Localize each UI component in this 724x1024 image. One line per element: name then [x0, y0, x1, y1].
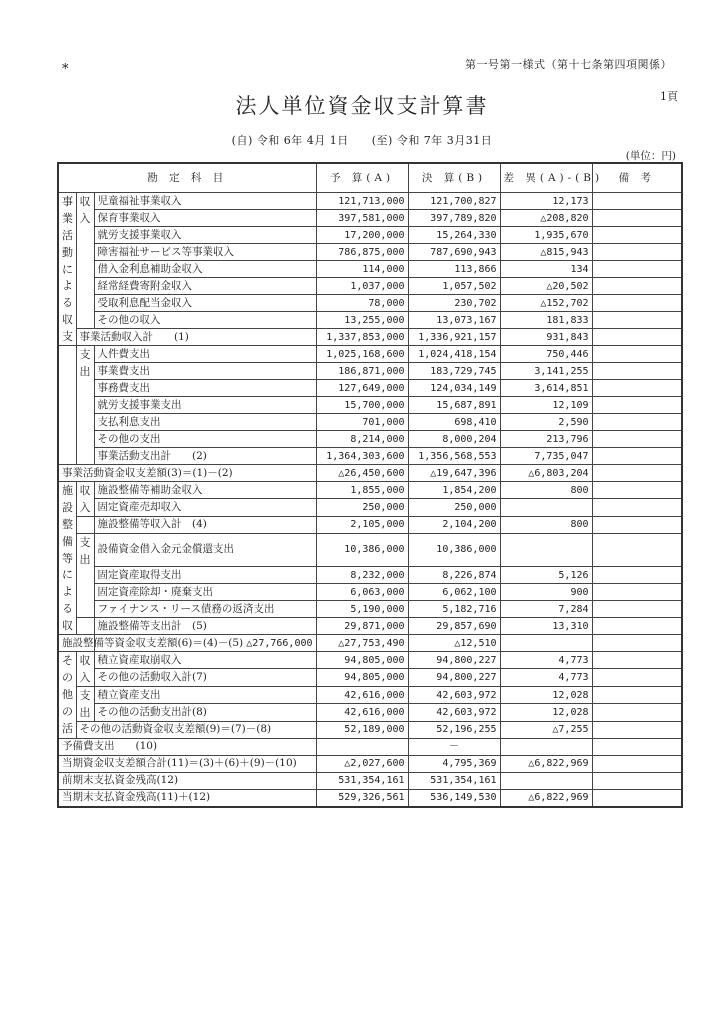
section-char: 備 — [62, 534, 73, 548]
diff-value — [500, 499, 592, 516]
actual-value: 8,226,874 — [408, 567, 500, 584]
diff-value: 7,735,047 — [500, 448, 592, 465]
diff-value: 12,173 — [500, 193, 592, 210]
subsection-income — [76, 652, 94, 687]
actual-value: 52,196,255 — [408, 721, 500, 738]
item-name: 事務費支出 — [94, 380, 316, 397]
section-char: に — [62, 262, 73, 276]
header-remarks: 備 考 — [592, 163, 682, 193]
item-name: 固定資産除却・廃棄支出 — [94, 584, 316, 601]
actual-value: 2,104,200 — [408, 516, 500, 533]
remarks-value — [592, 261, 682, 278]
actual-value: 698,410 — [408, 414, 500, 431]
remarks-value — [592, 584, 682, 601]
actual-value: 121,700,827 — [408, 193, 500, 210]
diff-value: △6,822,969 — [500, 755, 592, 772]
diff-value — [500, 533, 592, 566]
item-name: その他の活動収入計(7) — [94, 669, 316, 686]
diff-value: 3,614,851 — [500, 380, 592, 397]
diff-value: 181,833 — [500, 312, 592, 329]
section-char: 支 — [79, 348, 91, 362]
diff-value: △7,255 — [500, 721, 592, 738]
budget-value: 529,326,561 — [316, 789, 408, 807]
section-char: の — [62, 704, 73, 718]
diff-value: 134 — [500, 261, 592, 278]
actual-value: 29,857,690 — [408, 618, 500, 635]
actual-value: 1,336,921,157 — [408, 329, 500, 346]
budget-value: 6,063,000 — [316, 584, 408, 601]
section-char: 収 — [62, 313, 73, 327]
section-char: る — [62, 296, 73, 310]
section-char: 事 — [62, 195, 73, 208]
header-budget: 予 算(A) — [316, 163, 408, 193]
subtotal-row — [58, 618, 682, 635]
subsection-expense — [76, 346, 94, 465]
balance-row — [58, 721, 682, 738]
actual-value: 10,386,000 — [408, 533, 500, 566]
remarks-value — [592, 397, 682, 414]
actual-value: 42,603,972 — [408, 704, 500, 721]
budget-value: 10,386,000 — [316, 533, 408, 566]
table-row — [58, 278, 682, 295]
header-actual: 決 算(B) — [408, 163, 500, 193]
document-title: 法人単位資金収支計算書 — [235, 94, 489, 118]
actual-value: 5,182,716 — [408, 601, 500, 618]
balance-row — [58, 465, 682, 482]
table-row — [58, 210, 682, 227]
section-char: 活 — [62, 228, 73, 242]
budget-value: 1,364,303,600 — [316, 448, 408, 465]
remarks-value — [592, 738, 682, 755]
table-row — [58, 652, 682, 669]
actual-value: 4,795,369 — [408, 755, 500, 772]
actual-value: 42,603,972 — [408, 686, 500, 703]
asterisk-mark: * — [62, 62, 69, 77]
actual-value: － — [408, 738, 500, 755]
remarks-value — [592, 431, 682, 448]
item-name: 固定資産取得支出 — [94, 567, 316, 584]
section-business — [58, 193, 76, 346]
item-name: 障害福祉サービス等事業収入 — [94, 244, 316, 261]
diff-value: △208,820 — [500, 210, 592, 227]
budget-value: 94,805,000 — [316, 652, 408, 669]
budget-value: 121,713,000 — [316, 193, 408, 210]
item-name: 予備費支出 (10) — [58, 738, 316, 755]
remarks-value — [592, 721, 682, 738]
section-char: 入 — [79, 500, 91, 514]
table-row — [58, 346, 682, 363]
actual-value: 397,789,820 — [408, 210, 500, 227]
form-label: 第一号第一様式（第十七条第四項関係） — [465, 58, 672, 71]
actual-value: 1,057,502 — [408, 278, 500, 295]
diff-value: △815,943 — [500, 244, 592, 261]
section-char: 等 — [62, 551, 73, 565]
table-row — [58, 414, 682, 431]
budget-value: 701,000 — [316, 414, 408, 431]
budget-value: 786,875,000 — [316, 244, 408, 261]
item-name: その他の活動資金収支差額(9)＝(7)－(8) — [76, 721, 316, 738]
diff-value: 5,126 — [500, 567, 592, 584]
diff-value: △12,510 — [408, 635, 500, 652]
remarks-value — [592, 533, 682, 566]
reserve-row — [58, 738, 682, 755]
table-row — [58, 533, 682, 566]
actual-value: 1,024,418,154 — [408, 346, 500, 363]
section-char: 施 — [62, 484, 73, 498]
section-blank — [58, 346, 76, 465]
table-row — [58, 380, 682, 397]
section-char: 業 — [62, 211, 73, 225]
section-char: 他 — [62, 687, 73, 701]
table-row — [58, 686, 682, 703]
item-name: 施設整備等収入計 (4) — [94, 516, 316, 533]
budget-value: 2,105,000 — [316, 516, 408, 533]
budget-value: 186,871,000 — [316, 363, 408, 380]
table-row — [58, 601, 682, 618]
budget-value: △27,766,000 — [94, 635, 316, 652]
table-row — [58, 431, 682, 448]
item-name: 固定資産売却収入 — [94, 499, 316, 516]
table-row — [58, 261, 682, 278]
actual-value: 250,000 — [408, 499, 500, 516]
remarks-value — [592, 227, 682, 244]
section-char: 収 — [79, 654, 91, 668]
budget-value — [316, 738, 408, 755]
table-row — [58, 499, 682, 516]
table-row — [58, 584, 682, 601]
section-char: 入 — [79, 670, 91, 684]
remarks-value — [592, 244, 682, 261]
diff-value: 7,284 — [500, 601, 592, 618]
remarks-value — [592, 652, 682, 669]
table-row — [58, 312, 682, 329]
budget-value: 8,232,000 — [316, 567, 408, 584]
actual-value: 536,149,530 — [408, 789, 500, 807]
diff-value: 12,028 — [500, 686, 592, 703]
table-row — [58, 193, 682, 210]
section-char: よ — [62, 279, 73, 293]
budget-value: △2,027,600 — [316, 755, 408, 772]
table-row — [58, 227, 682, 244]
subsection-income — [76, 482, 94, 517]
diff-value: 4,773 — [500, 652, 592, 669]
remarks-value — [592, 414, 682, 431]
item-name: 設備資金借入金元金償還支出 — [94, 533, 316, 566]
budget-value: 531,354,161 — [316, 772, 408, 789]
item-name: 就労支援事業収入 — [94, 227, 316, 244]
actual-value: 8,000,204 — [408, 431, 500, 448]
section-char: に — [62, 568, 73, 582]
diff-value: 1,935,670 — [500, 227, 592, 244]
item-name: 積立資産支出 — [94, 686, 316, 703]
subtotal-row — [58, 516, 682, 533]
diff-value: 3,141,255 — [500, 363, 592, 380]
subsection-income — [76, 193, 94, 329]
budget-value: 29,871,000 — [316, 618, 408, 635]
actual-value: 1,356,568,553 — [408, 448, 500, 465]
blank-cell — [76, 618, 94, 635]
budget-value: 1,337,853,000 — [316, 329, 408, 346]
budget-value: 397,581,000 — [316, 210, 408, 227]
diff-value — [500, 772, 592, 789]
item-name: その他の活動支出計(8) — [94, 704, 316, 721]
section-char: そ — [62, 654, 73, 668]
prior-balance-row — [58, 772, 682, 789]
section-char: 支 — [79, 535, 91, 549]
table-row — [58, 482, 682, 499]
remarks-value — [592, 380, 682, 397]
budget-value: 5,190,000 — [316, 601, 408, 618]
actual-value: 94,800,227 — [408, 669, 500, 686]
remarks-value — [592, 618, 682, 635]
budget-value: 78,000 — [316, 295, 408, 312]
unit-label: (単位：円) — [625, 150, 676, 162]
diff-value: 4,773 — [500, 669, 592, 686]
budget-value: 250,000 — [316, 499, 408, 516]
item-name: 保育事業収入 — [94, 210, 316, 227]
item-name: 積立資産取崩収入 — [94, 652, 316, 669]
remarks-value — [592, 482, 682, 499]
remarks-value — [500, 635, 592, 652]
remarks-value — [592, 210, 682, 227]
actual-value: 6,062,100 — [408, 584, 500, 601]
diff-value: △6,822,969 — [500, 789, 592, 807]
budget-value: 15,700,000 — [316, 397, 408, 414]
remarks-value — [592, 601, 682, 618]
section-char: 整 — [62, 517, 73, 531]
remarks-value — [592, 448, 682, 465]
diff-value: △20,502 — [500, 278, 592, 295]
section-char: よ — [62, 585, 73, 599]
subsection-expense — [76, 686, 94, 721]
item-name: 児童福祉事業収入 — [94, 193, 316, 210]
item-name: ファイナンス・リース債務の返済支出 — [94, 601, 316, 618]
section-char: 出 — [79, 364, 91, 378]
section-facility — [58, 482, 76, 635]
remarks-value — [592, 669, 682, 686]
budget-value: 1,855,000 — [316, 482, 408, 499]
diff-value: △6,803,204 — [500, 465, 592, 482]
diff-value: 900 — [500, 584, 592, 601]
subtotal-row — [58, 669, 682, 686]
actual-value: 230,702 — [408, 295, 500, 312]
actual-value: 113,866 — [408, 261, 500, 278]
actual-value: 183,729,745 — [408, 363, 500, 380]
actual-value: △19,647,396 — [408, 465, 500, 482]
remarks-value — [592, 278, 682, 295]
fund-statement-table — [57, 162, 683, 808]
table-row — [58, 244, 682, 261]
section-char: 出 — [79, 552, 91, 566]
remarks-value — [592, 704, 682, 721]
budget-value: 42,616,000 — [316, 704, 408, 721]
budget-value: 127,649,000 — [316, 380, 408, 397]
diff-value — [500, 738, 592, 755]
item-name: 施設整備等補助金収入 — [94, 482, 316, 499]
section-other — [58, 652, 76, 739]
budget-value: 17,200,000 — [316, 227, 408, 244]
blank-cell — [76, 516, 94, 533]
subtotal-row — [58, 448, 682, 465]
diff-value: 800 — [500, 516, 592, 533]
diff-value: 13,310 — [500, 618, 592, 635]
item-name: 人件費支出 — [94, 346, 316, 363]
section-char: の — [62, 670, 73, 684]
remarks-value — [592, 789, 682, 807]
actual-value: 15,264,330 — [408, 227, 500, 244]
actual-value: 15,687,891 — [408, 397, 500, 414]
item-name: 事業費支出 — [94, 363, 316, 380]
remarks-value — [592, 567, 682, 584]
actual-value: 94,800,227 — [408, 652, 500, 669]
header-subject: 勘 定 科 目 — [58, 163, 316, 193]
item-name: その他の支出 — [94, 431, 316, 448]
diff-value: 12,109 — [500, 397, 592, 414]
budget-value: 52,189,000 — [316, 721, 408, 738]
actual-value: 531,354,161 — [408, 772, 500, 789]
remarks-value — [592, 465, 682, 482]
diff-value: 800 — [500, 482, 592, 499]
budget-value: 1,037,000 — [316, 278, 408, 295]
remarks-value — [592, 772, 682, 789]
actual-value: 787,690,943 — [408, 244, 500, 261]
table-row — [58, 363, 682, 380]
item-name: 支払利息支出 — [94, 414, 316, 431]
header-row — [58, 163, 682, 193]
section-char: 収 — [79, 195, 91, 208]
item-name: その他の収入 — [94, 312, 316, 329]
budget-value: 8,214,000 — [316, 431, 408, 448]
budget-value: 94,805,000 — [316, 669, 408, 686]
balance-row — [58, 635, 682, 652]
item-name: 施設整備等支出計 (5) — [94, 618, 316, 635]
budget-value: 13,255,000 — [316, 312, 408, 329]
remarks-value — [592, 312, 682, 329]
item-name: 当期末支払資金残高(11)＋(12) — [58, 789, 316, 807]
actual-value: △27,753,490 — [316, 635, 408, 652]
subtotal-row — [58, 704, 682, 721]
item-name: 当期資金収支差額合計(11)＝(3)＋(6)＋(9)－(10) — [58, 755, 316, 772]
diff-value: 750,446 — [500, 346, 592, 363]
section-char: 入 — [79, 211, 91, 225]
remarks-value — [592, 363, 682, 380]
actual-value: 1,854,200 — [408, 482, 500, 499]
diff-value: 213,796 — [500, 431, 592, 448]
subtotal-row — [58, 329, 682, 346]
remarks-value — [592, 755, 682, 772]
remarks-value — [592, 193, 682, 210]
item-name: 事業活動支出計 (2) — [94, 448, 316, 465]
item-name: 事業活動資金収支差額(3)＝(1)－(2) — [58, 465, 316, 482]
section-char: 支 — [79, 688, 91, 702]
item-name: 経常経費寄附金収入 — [94, 278, 316, 295]
remarks-value — [592, 686, 682, 703]
section-char: る — [62, 602, 73, 616]
actual-value: 124,034,149 — [408, 380, 500, 397]
header-diff: 差 異(A)-(B) — [500, 163, 592, 193]
period-balance-row — [58, 755, 682, 772]
section-char: 収 — [79, 484, 91, 498]
section-char: 設 — [62, 500, 73, 514]
item-name: 施設整備等資金収支差額(6)＝(4)－(5) — [58, 635, 94, 652]
actual-value: 13,073,167 — [408, 312, 500, 329]
section-char: 活 — [62, 721, 73, 735]
section-char: 収 — [62, 619, 73, 633]
remarks-value — [592, 329, 682, 346]
section-char: 出 — [79, 705, 91, 719]
diff-value: 931,843 — [500, 329, 592, 346]
item-name: 事業活動収入計 (1) — [76, 329, 316, 346]
ending-balance-row — [58, 789, 682, 807]
table-row — [58, 567, 682, 584]
diff-value: 12,028 — [500, 704, 592, 721]
section-char: 動 — [62, 245, 73, 259]
remarks-value — [592, 499, 682, 516]
fiscal-period: (自) 令和 6年 4月 1日 (至) 令和 7年 3月31日 — [231, 134, 493, 147]
table-row — [58, 295, 682, 312]
remarks-value — [592, 346, 682, 363]
item-name: 受取利息配当金収入 — [94, 295, 316, 312]
section-char: 支 — [62, 330, 73, 344]
item-name: 借入金利息補助金収入 — [94, 261, 316, 278]
table-row — [58, 397, 682, 414]
diff-value: △152,702 — [500, 295, 592, 312]
page-number: 1頁 — [660, 90, 678, 103]
subsection-expense — [76, 533, 94, 617]
budget-value: 114,000 — [316, 261, 408, 278]
budget-value: △26,450,600 — [316, 465, 408, 482]
diff-value: 2,590 — [500, 414, 592, 431]
budget-value: 42,616,000 — [316, 686, 408, 703]
remarks-value — [592, 516, 682, 533]
item-name: 前期末支払資金残高(12) — [58, 772, 316, 789]
remarks-value — [592, 295, 682, 312]
budget-value: 1,025,168,600 — [316, 346, 408, 363]
item-name: 就労支援事業支出 — [94, 397, 316, 414]
